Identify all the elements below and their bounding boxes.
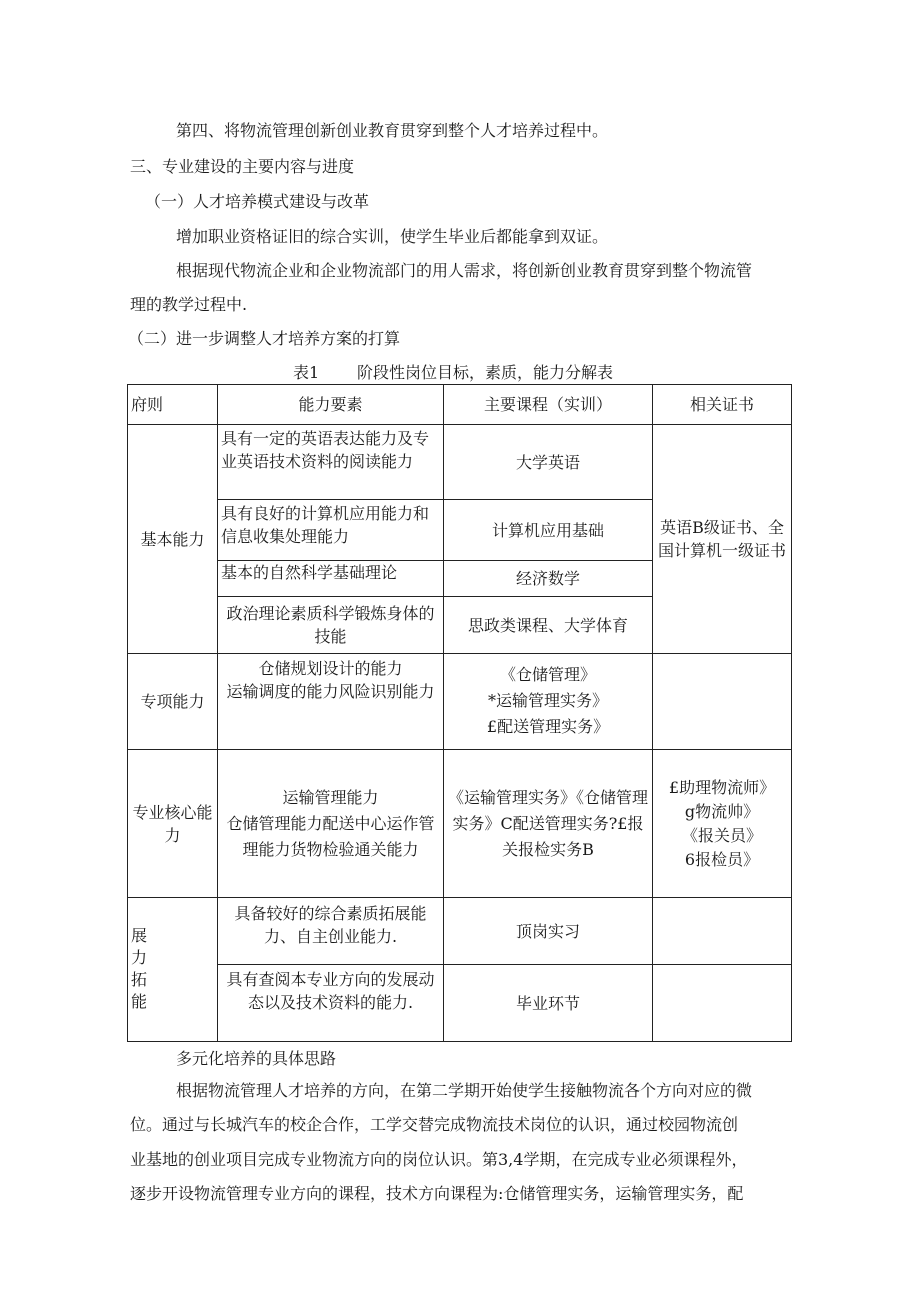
course-special (444, 654, 653, 750)
certificate-basic: 英语B级证书、全国计算机一级证书 (653, 425, 792, 654)
table-caption-number: 表1 (293, 363, 320, 382)
category-basic: 基本能力 (128, 425, 218, 654)
course-special-line1: 《仓储管理》 (499, 665, 596, 684)
subsection-heading-one: （一）人才培养模式建设与改革 (145, 192, 370, 211)
course-cell: 思政类课程、大学体育 (444, 597, 653, 654)
header-ability: 能力要素 (218, 385, 444, 425)
ability-special (218, 654, 444, 750)
category-core: 专业核心能力 (128, 750, 218, 898)
ability-table (127, 384, 792, 1042)
certificate-core (653, 750, 792, 898)
paragraph-training-line1: 根据物流管理人才培养的方向，在第二学期开始使学生接触物流各个方向对应的微 (176, 1081, 753, 1100)
table-row (128, 750, 792, 898)
ability-core-line1: 运输管理能力 (282, 787, 379, 807)
course-special-line3: £配送管理实务》 (486, 717, 610, 736)
category-special: 专项能力 (128, 654, 218, 750)
certificate-core-line3: 《报关员》 (681, 825, 762, 845)
ability-cell: 具有一定的英语表达能力及专业英语技术资料的阅读能力 (218, 425, 444, 500)
paragraph-fourth: 第四、将物流管理创新创业教育贯穿到整个人才培养过程中。 (176, 121, 609, 140)
table-row (128, 425, 792, 500)
header-category: 府则 (128, 385, 218, 425)
course-cell: 大学英语 (444, 425, 653, 500)
course-cell: 经济数学 (444, 561, 653, 597)
ability-cell: 具备较好的综合素质拓展能力、自主创业能力. (218, 898, 444, 965)
table-row (128, 898, 792, 965)
ability-cell: 基本的自然科学基础理论 (218, 561, 444, 597)
course-special-line2: *运输管理实务》 (487, 691, 608, 710)
table-caption-title: 阶段性岗位目标，素质，能力分解表 (357, 363, 614, 382)
table-row (128, 654, 792, 750)
header-certificate: 相关证书 (653, 385, 792, 425)
category-expand (128, 898, 218, 1042)
header-course: 主要课程（实训） (444, 385, 653, 425)
subsection-heading-two: （二）进一步调整人才培养方案的打算 (128, 329, 401, 348)
ability-core (218, 750, 444, 898)
course-cell: 毕业环节 (444, 965, 653, 1042)
paragraph-training-line3: 业基地的创业项目完成专业物流方向的岗位认识。第3,4学期，在完成专业必须课程外， (130, 1150, 748, 1169)
ability-core-line2: 仓储管理能力配送中心运作管理能力货物检验通关能力 (226, 813, 435, 859)
paragraph-training-line4: 逐步开设物流管理专业方向的课程，技术方向课程为:仓储管理实务，运输管理实务，配 (130, 1184, 744, 1203)
course-cell: 顶岗实习 (444, 898, 653, 965)
paragraph-demand-line2: 理的教学过程中. (130, 295, 248, 314)
certificate-core-line4: 6报检员》 (684, 849, 760, 869)
section-heading-three: 三、专业建设的主要内容与进度 (130, 157, 355, 176)
category-expand-label: 展力拓能 (131, 926, 148, 1011)
paragraph-certificate: 增加职业资格证旧的综合实训，使学生毕业后都能拿到双证。 (176, 227, 609, 246)
ability-cell: 具有查阅本专业方向的发展动态以及技术资料的能力. (218, 965, 444, 1042)
ability-special-line2: 运输调度的能力风险识别能力 (226, 682, 435, 701)
ability-cell: 具有良好的计算机应用能力和信息收集处理能力 (218, 500, 444, 561)
certificate-cell (653, 965, 792, 1042)
certificate-cell (653, 898, 792, 965)
paragraph-demand-line1: 根据现代物流企业和企业物流部门的用人需求，将创新创业教育贯穿到整个物流管 (176, 261, 753, 280)
certificate-special (653, 654, 792, 750)
paragraph-diversified-heading: 多元化培养的具体思路 (176, 1049, 337, 1068)
certificate-core-line1: £助理物流师》 (668, 777, 776, 797)
table-header-row (128, 385, 792, 425)
course-cell: 计算机应用基础 (444, 500, 653, 561)
ability-cell: 政治理论素质科学锻炼身体的技能 (218, 597, 444, 654)
ability-special-line1: 仓储规划设计的能力 (258, 659, 403, 678)
certificate-core-line2: g物流帅》 (684, 801, 760, 821)
table-row (128, 965, 792, 1042)
course-core: 《运输管理实务》《仓储管理实务》C配送管理实务?£报关报检实务B (444, 750, 653, 898)
paragraph-training-line2: 位。通过与长城汽车的校企合作，工学交替完成物流技术岗位的认识，通过校园物流创 (130, 1115, 739, 1134)
